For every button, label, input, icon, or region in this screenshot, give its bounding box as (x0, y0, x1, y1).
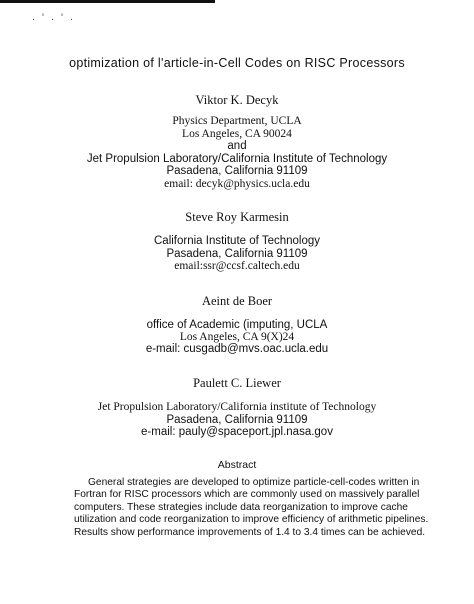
paper-title: optimization of l'article-in-Cell Codes on RISC Processors (69, 56, 405, 70)
affiliation-line: Physics Department, UCLA (172, 115, 302, 127)
affiliation-line: office of Academic (imputing, UCLA (146, 319, 328, 331)
author-email: email: decyk@physics.ucla.edu (164, 178, 310, 190)
affiliation-line: Los Angeles, CA 90024 (182, 128, 292, 140)
abstract-line: Results show performance improvements of 1.4 to 3.4 times can be achieved. (74, 526, 426, 538)
affiliation-line: Los Angeles, CA 9(X)24 (179, 331, 295, 343)
affiliation-line: Pasadena, California 91109 (166, 248, 308, 260)
author-name-decyk: Viktor K. Decyk (195, 93, 279, 107)
affiliation-line: California Institute of Technology (154, 235, 320, 247)
affiliation-line: Pasadena, California 91109 (166, 414, 308, 426)
abstract-line: Fortran for RISC processors which are commonly used on massively parallel (74, 489, 420, 501)
abstract-body (74, 477, 429, 539)
top-rule (0, 0, 215, 3)
author-name-karmesin: Steve Roy Karmesin (185, 210, 289, 224)
author-name-deboer: Aeint de Boer (201, 294, 273, 308)
affiliation-line: Pasadena, California 91109 (166, 165, 308, 177)
author-email: email:ssr@ccsf.caltech.edu (174, 260, 300, 272)
affiliation-line: Jet Propulsion Laboratory/California institute of Technology (97, 401, 377, 413)
abstract-line: utilization and code reorganization to improve efficiency of arithmetic pipelines. (74, 514, 429, 526)
affiliation-line: Jet Propulsion Laboratory/California Institute of Technology (86, 153, 388, 165)
author-email: e-mail: pauly@spaceport.jpl.nasa.gov (141, 426, 333, 438)
abstract-line: computers. These strategies include data reorganization to improve cache (74, 501, 408, 513)
scan-specks: . ' . ' . (32, 13, 75, 23)
author-name-liewer: Paulett C. Liewer (193, 376, 281, 390)
author-email: e-mail: cusgadb@mvs.oac.ucla.edu (145, 343, 329, 355)
affiliation-line: and (227, 140, 247, 152)
abstract-line: General strategies are developed to optimize particle-cell-codes written in (88, 477, 420, 488)
abstract-heading: Abstract (217, 459, 257, 471)
